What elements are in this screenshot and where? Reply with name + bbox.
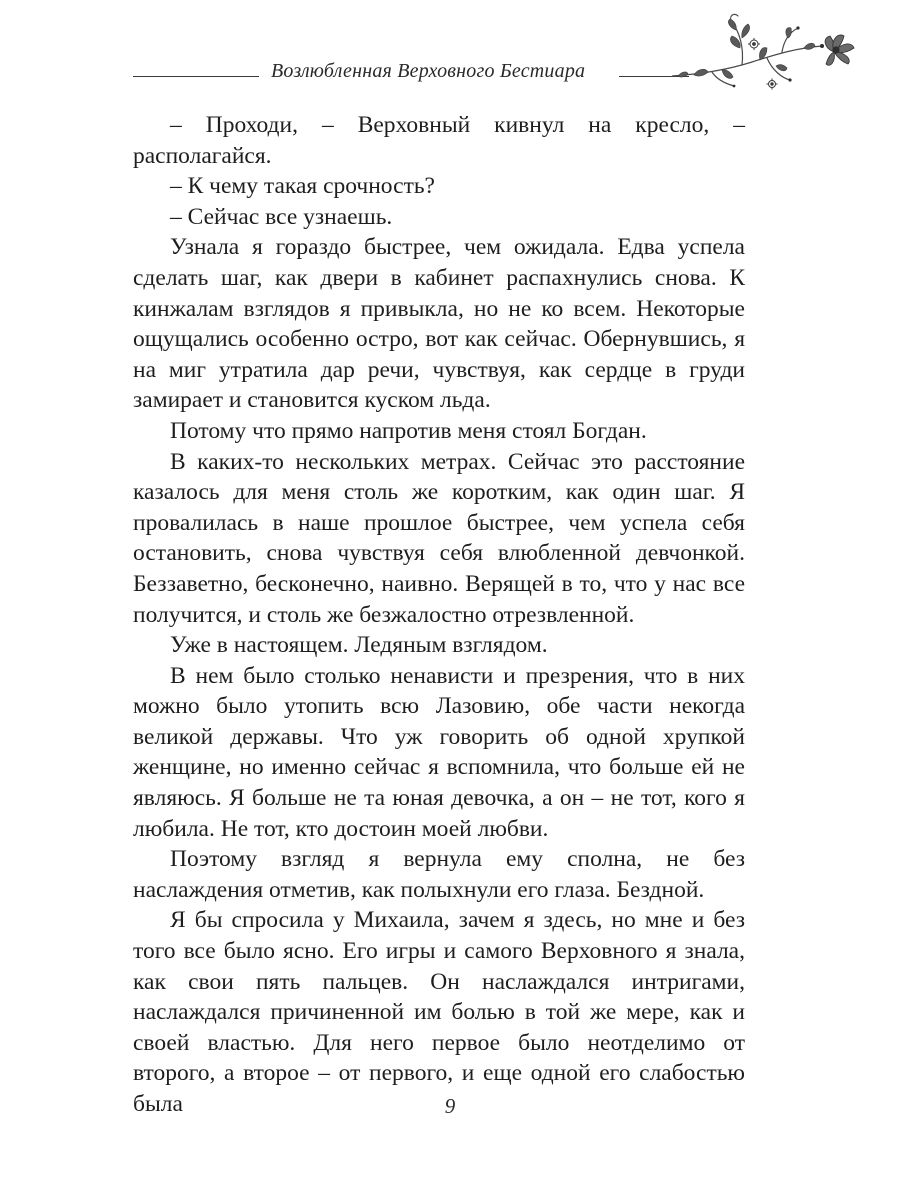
paragraph: В каких-то нескольких метрах. Сейчас это расстояние казалось для меня столь же коротким, как один шаг. Я провалилась в наше прошлое быстрее, чем успела себя остановить, снова чувствуя себя влюбленной девчонкой. Беззаветно, бесконечно, наивно. Верящей в то, что у нас все получится, и столь же безжалостно отрезвленной.	[133, 448, 745, 628]
paragraph: – Сейчас все узнаешь.	[170, 203, 393, 230]
body-text	[133, 110, 745, 1120]
paragraph: Я бы спросила у Михаила, зачем я здесь, но мне и без того все было ясно. Его игры и самого Верховного я знала, как свои пять пальцев. Он наслаждался интригами, наслаждался причиненной им болью в той же мере, как и своей властью. Для него первое было неотделимо от второго, а второе – от первого, и еще одной его слабостью была	[133, 907, 745, 1117]
paragraph: Узнала я гораздо быстрее, чем ожидала. Едва успела сделать шаг, как двери в кабинет распахнулись снова. К кинжалам взглядов я привыкла, но не ко всем. Некоторые ощущались особенно остро, вот как сейчас. Обернувшись, я на миг утратила дар речи, чувствуя, как сердце в груди замирает и становится куском льда.	[133, 234, 745, 414]
page-number: 9	[444, 1094, 456, 1118]
floral-branch-icon	[672, 8, 872, 108]
running-title: Возлюбленная Верховного Бестиара	[271, 60, 586, 82]
paragraph: – К чему такая срочность?	[170, 173, 435, 200]
paragraph: – Проходи, – Верховный кивнул на кресло, – располагайся.	[133, 112, 745, 169]
paragraph: Потому что прямо напротив меня стоял Богдан.	[170, 417, 647, 444]
paragraph: Поэтому взгляд я вернула ему сполна, не без наслаждения отметив, как полыхнули его глаза. Бездной.	[133, 846, 745, 903]
paragraph: Уже в настоящем. Ледяным взглядом.	[170, 632, 548, 659]
paragraph: В нем было столько ненависти и презрения, что в них можно было утопить всю Лазовию, обе части некогда великой державы. Что уж говорить об одной хрупкой женщине, но именно сейчас я вспомнила, что больше ей не являюсь. Я больше не та юная девочка, а он – не тот, кого я любила. Не тот, кто достоин моей любви.	[133, 662, 745, 842]
header-rule-left	[133, 76, 259, 77]
running-header	[133, 52, 753, 92]
